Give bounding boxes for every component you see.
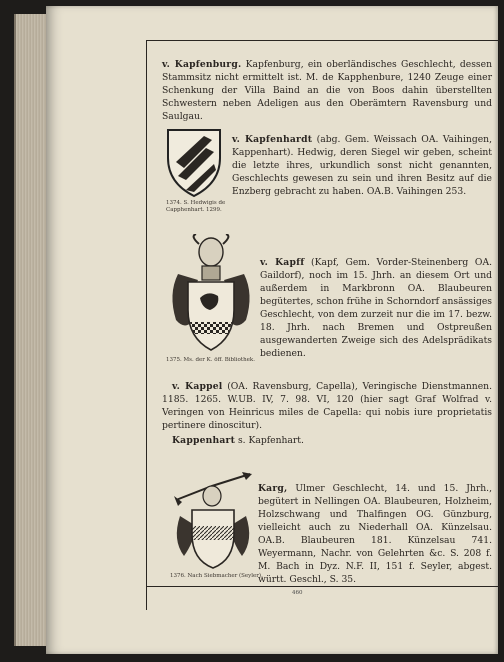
karg-coat-of-arms-image <box>172 470 254 570</box>
entry-karg <box>258 482 492 586</box>
seal-caption: 1374. S. Hedwigis de Capphenhart. 1299. <box>166 200 226 213</box>
entry-text: Kapfenburg, ein oberländisches Geschlecht, dessen Stammsitz nicht ermittelt ist. M. de Kapphenbure, 1240 Zeuge einer Schenkung der Villa Baind an die von Boos dahin überstellten Schwestern neben Adeligen aus den Oberämtern Ravensburg und Saulgau. <box>162 59 492 122</box>
page-edges <box>14 14 50 646</box>
entry-headword: Karg, <box>258 483 288 494</box>
entry-text: (Kapf, Gem. Vorder-Steinenberg OA. Gaildorf), noch im 15. Jhrh. an diesem Ort und außerdem in Markbronn OA. Blaubeuren begütertes, schon frühe in Schorndorf ansässiges Geschlecht, von dem zurzeit nur die im 17. bezw. 18. Jhrh. nach Bremen und Ostpreußen ausgewanderten Zweige sich des Adelsprädikats bedienen. <box>260 257 493 359</box>
entry-headword: v. Kapfenburg. <box>162 59 242 70</box>
frame-rule-top <box>146 40 500 41</box>
kapfenhardt-seal-image <box>166 128 222 198</box>
entry-kapfenburg <box>162 58 492 123</box>
page-number: 460 <box>292 590 303 596</box>
entry-headword: v. Kappel <box>172 381 223 392</box>
entry-headword: v. Kapfenhardt <box>232 134 313 145</box>
frame-rule-right <box>499 40 500 610</box>
entry-text: s. Kapfenhart. <box>237 435 304 446</box>
entry-kapfenhardt <box>232 133 492 198</box>
entry-headword: Kappenhart <box>172 435 236 446</box>
entry-text: (OA. Ravensburg, Capella), Veringische Dienstmannen. 1185. 1265. W.UB. IV, 7. 98. VI, 120 (hier sagt Graf Wolfrad v. Veringen von Heinricus miles de Capella: qui nobis iure proprietatis pertinere dinoscitur). <box>162 381 492 431</box>
frame-rule-left <box>146 40 147 610</box>
arms-caption: 1376. Nach Siebmacher (Seyler). <box>170 573 263 579</box>
entry-kappel <box>162 380 492 432</box>
arms-caption: 1375. Ms. der K. öff. Bibliothek. <box>166 357 255 363</box>
entry-text: Ulmer Geschlecht, 14. und 15. Jhrh., begütert in Nellingen OA. Blaubeuren, Holzheim, Holzschwang und Thalfingen OG. Günzburg, vielleicht auch zu Niederhall OA. Künzelsau. OA.B. Blaubeuren 181. Künzelsau 741. Weyermann, Nachr. von Gelehrten &c. S. 208 f. M. Bach in Dyz. N.F. II, 151 f. Seyler, abgest. württ. Geschl., S. 35. <box>258 483 492 585</box>
entry-kapff <box>260 256 492 360</box>
frame-rule-bottom <box>146 586 500 587</box>
kapff-coat-of-arms-image <box>168 234 254 354</box>
entry-text: (abg. Gem. Weissach OA. Vaihingen, Kappenhart). Hedwig, deren Siegel wir geben, scheint die letzte ihres, urkundlich sonst nicht genannten, Geschlechts gewesen zu sein und ihren Besitz auf die Enzberg gebracht zu haben. OA.B. Vaihingen 253. <box>232 134 492 197</box>
entry-headword: v. Kapff <box>260 257 305 268</box>
entry-kappenhart <box>172 434 472 447</box>
